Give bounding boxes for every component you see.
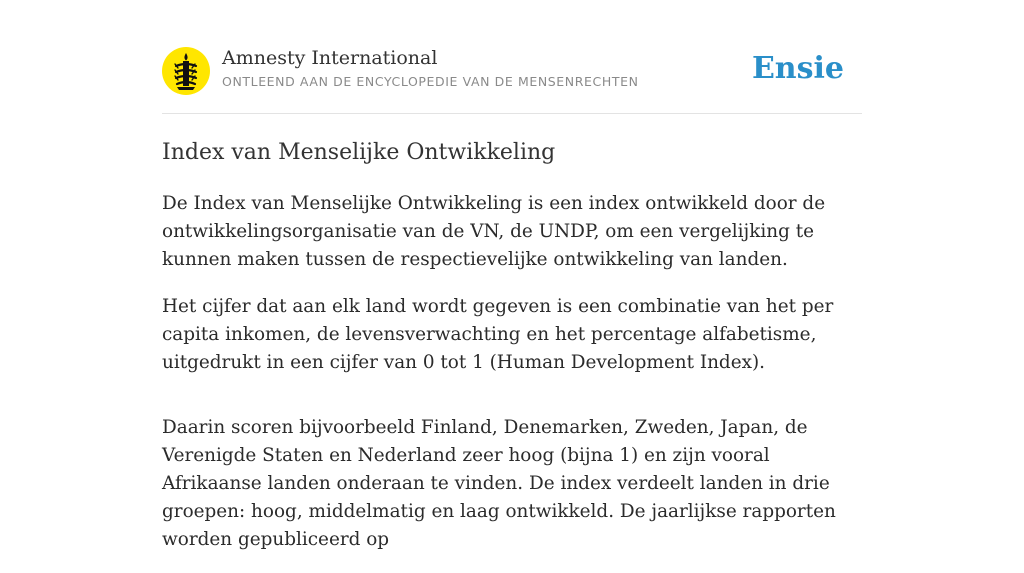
- candle-barbed-wire-icon: [162, 47, 210, 95]
- source-subtitle: ONTLEEND AAN DE ENCYCLOPEDIE VAN DE MENSENRECHTEN: [222, 74, 639, 89]
- article-body: [162, 190, 862, 573]
- article-paragraph: Het cijfer dat aan elk land wordt gegeven is een combinatie van het per capita inkomen, de levensverwachting en het percentage alfabetisme, uitgedrukt in een cijfer van 0 tot 1 (Human Development Index).: [162, 296, 834, 373]
- article-title: Index van Menselijke Ontwikkeling: [162, 140, 556, 165]
- org-name[interactable]: Amnesty International: [222, 47, 438, 69]
- header: [162, 46, 862, 96]
- article-paragraph: Daarin scoren bijvoorbeeld Finland, Denemarken, Zweden, Japan, de Verenigde Staten en Nederland zeer hoog (bijna 1) en zijn vooral Afrikaanse landen onderaan te vinden. De index verdeelt landen in drie groepen: hoog, middelmatig en laag ontwikkeld. De jaarlijkse rapporten worden gepubliceerd op: [162, 417, 836, 550]
- article-paragraph: De Index van Menselijke Ontwikkeling is een index ontwikkeld door de ontwikkelingsorganisatie van de VN, de UNDP, om een vergelijking te kunnen maken tussen de respectievelijke ontwikkeling van landen.: [162, 193, 826, 270]
- amnesty-logo[interactable]: [162, 47, 210, 95]
- ensie-brand-logo[interactable]: Ensie: [751, 51, 844, 86]
- header-divider: [162, 113, 862, 114]
